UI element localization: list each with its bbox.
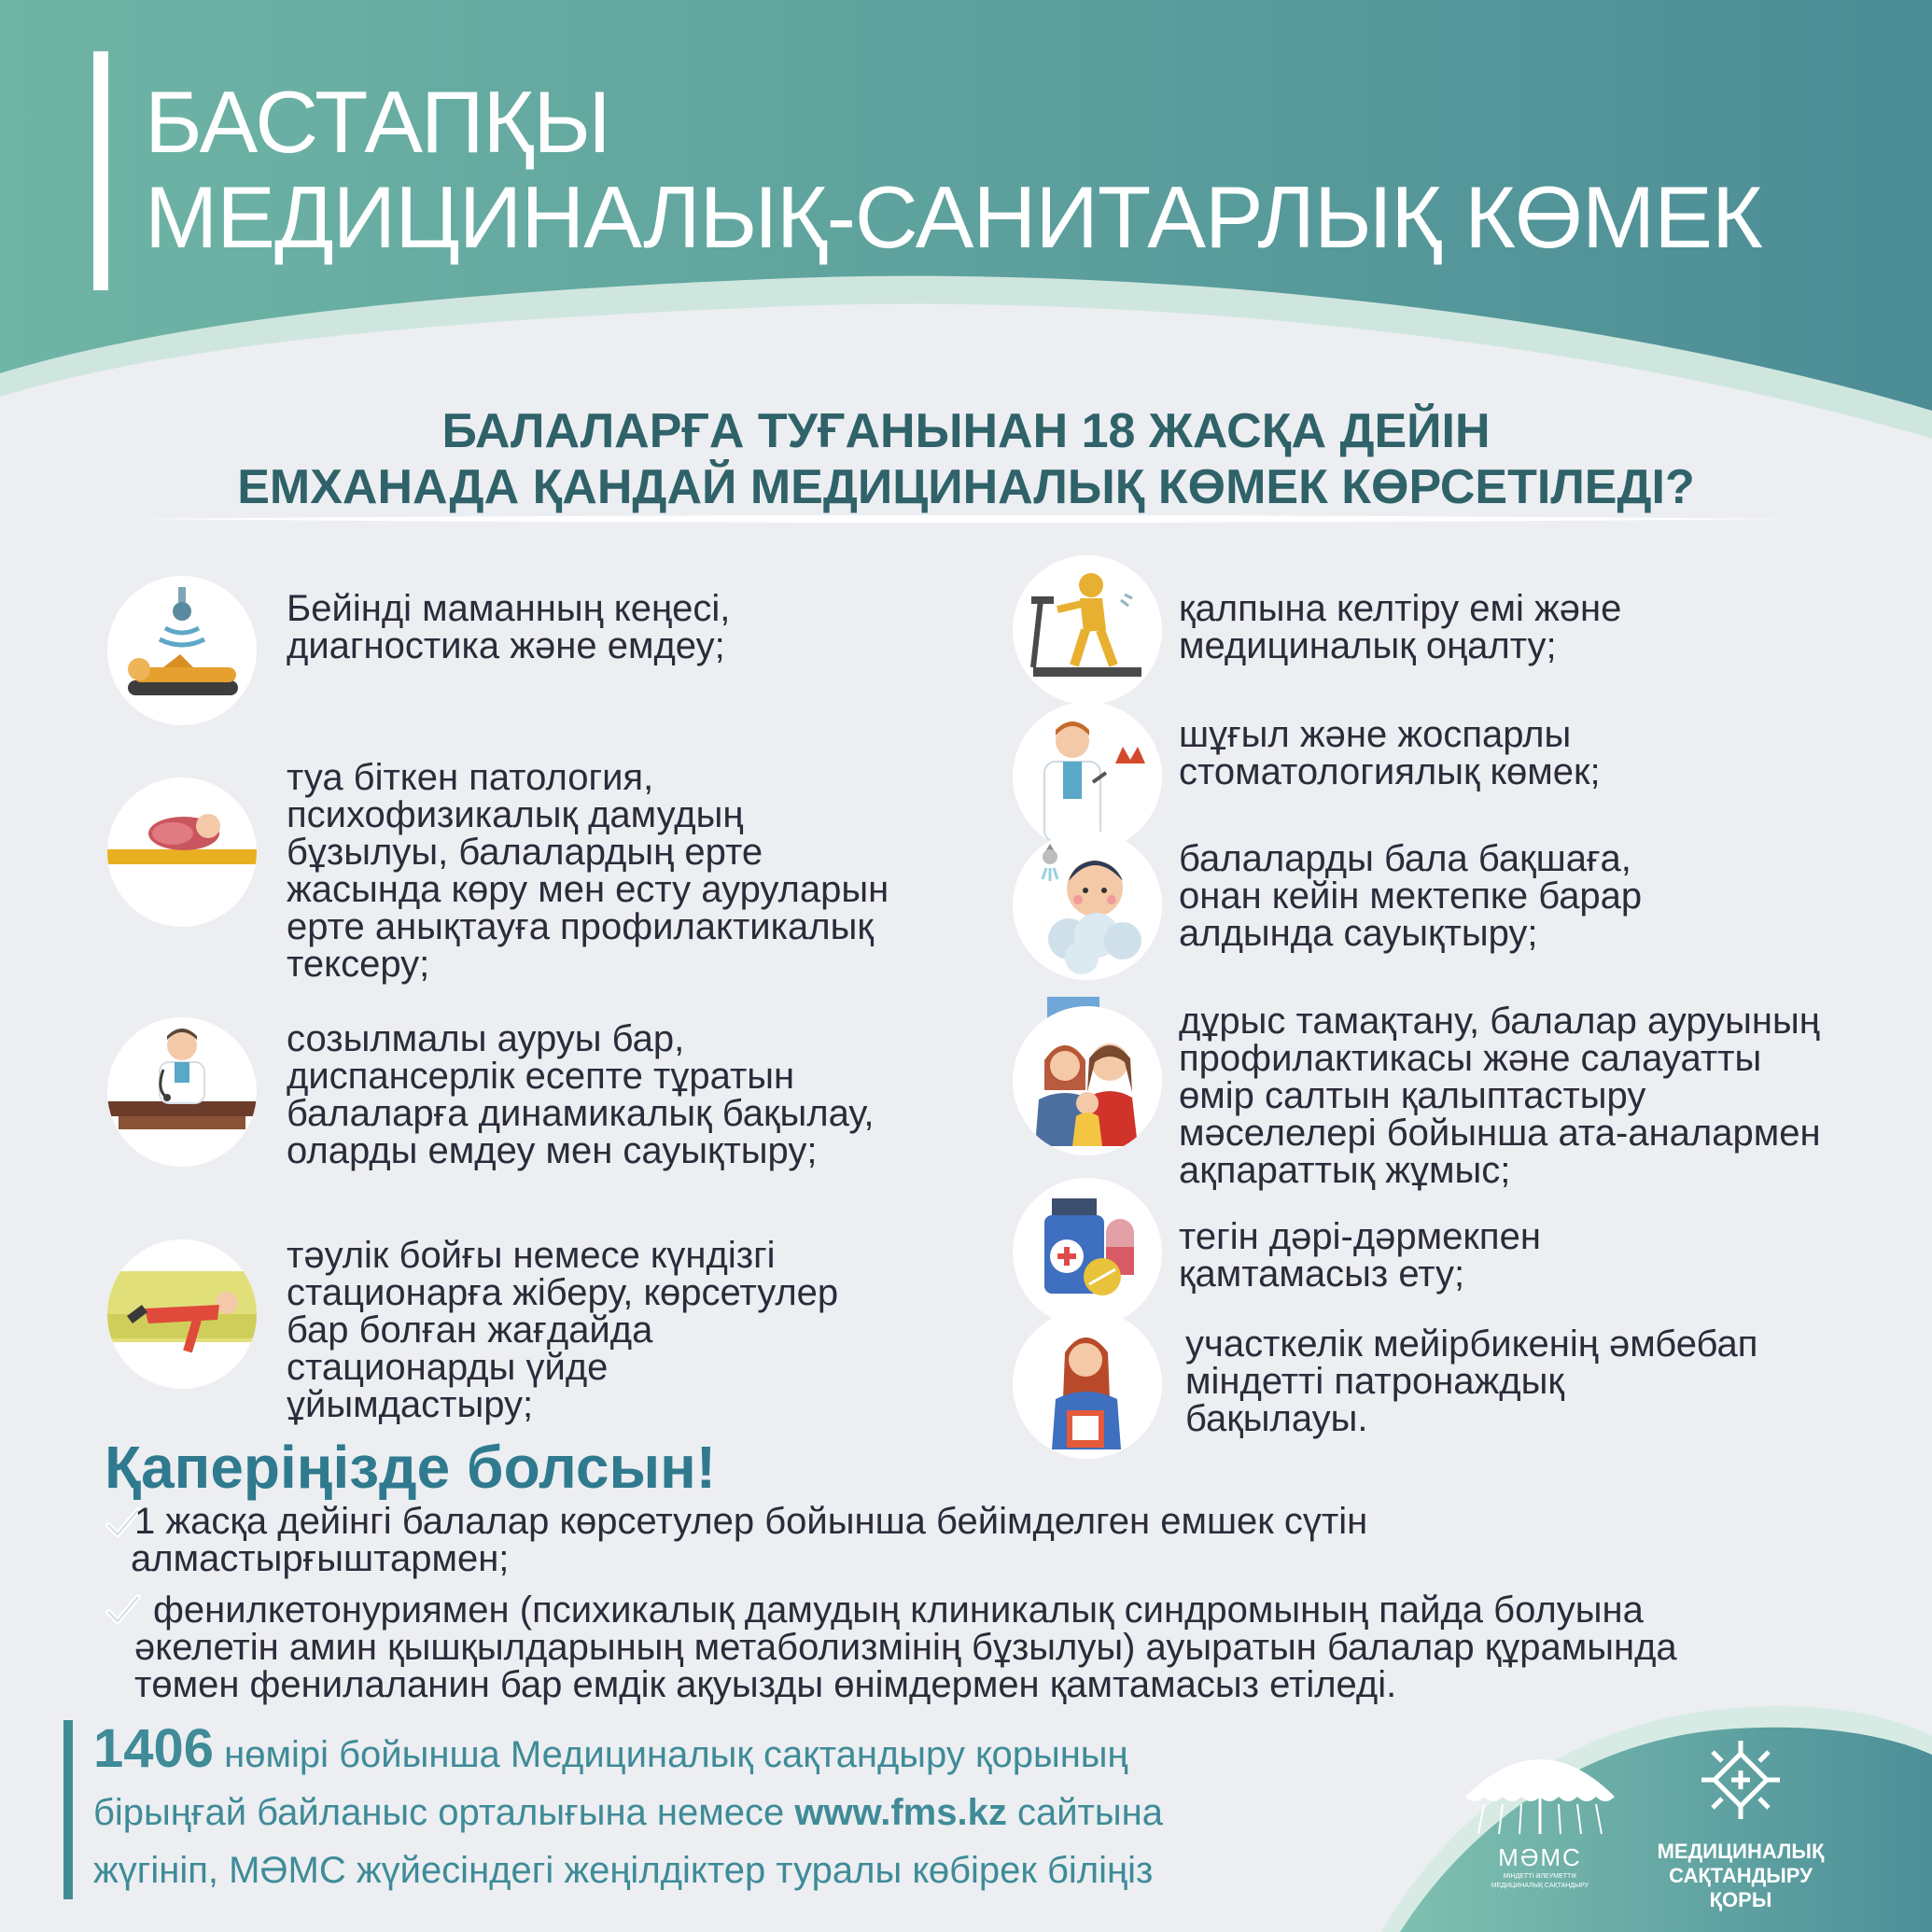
service-item-7 bbox=[1179, 840, 1642, 952]
medicine-icon bbox=[1013, 1178, 1162, 1327]
service-item-8 bbox=[1179, 1002, 1821, 1189]
note-item-1 bbox=[131, 1501, 1368, 1579]
note-item-1-line-2: алмастырғыштармен; bbox=[131, 1538, 510, 1579]
examination-icon bbox=[107, 777, 257, 927]
fund-emblem-icon bbox=[1643, 1731, 1839, 1834]
service-item-1-line-1: Бейінді маманның кеңесі, bbox=[287, 588, 731, 629]
fund-logo-line-3: ҚОРЫ bbox=[1709, 1888, 1772, 1911]
title-line-2: МЕДИЦИНАЛЫҚ-САНИТАРЛЫҚ КӨМЕК bbox=[145, 168, 1762, 266]
mams-logo-sub-1: МІНДЕТТІ ӘЛЕУМЕТТІК bbox=[1503, 1873, 1577, 1880]
service-item-7-line-2: онан кейін мектепке барар bbox=[1179, 875, 1643, 917]
service-item-9-line-1: тегін дәрі-дәрмекпен bbox=[1179, 1216, 1541, 1257]
footer-line-2-start: бірыңғай байланыс орталығына немесе bbox=[93, 1792, 795, 1833]
service-item-3-line-3: балаларға динамикалық бақылау, bbox=[287, 1093, 875, 1134]
service-item-2-line-3: бұзылуы, балалардың ерте bbox=[287, 832, 763, 873]
treadmill-icon bbox=[1013, 555, 1162, 705]
fund-logo bbox=[1643, 1731, 1839, 1918]
service-item-3-line-2: диспансерлік есепте тұратын bbox=[287, 1056, 795, 1097]
service-item-2-line-4: жасында көру мен есту ауруларын bbox=[287, 869, 889, 910]
service-item-10-line-1: участкелік мейірбикенің әмбебап bbox=[1185, 1323, 1758, 1365]
service-item-5 bbox=[1179, 590, 1621, 665]
website-link[interactable]: www.fms.kz bbox=[794, 1792, 1007, 1833]
section-heading bbox=[112, 403, 1820, 515]
service-item-4-line-5: ұйымдастыру; bbox=[287, 1384, 534, 1425]
hotline-number: 1406 bbox=[93, 1718, 215, 1779]
footer-line-1: нөмірі бойынша Медициналық сақтандыру қорының bbox=[214, 1734, 1128, 1775]
service-item-4 bbox=[287, 1237, 838, 1423]
section-heading-line-1: БАЛАЛАРҒА ТУҒАНЫНАН 18 ЖАСҚА ДЕЙІН bbox=[441, 404, 1491, 458]
service-item-3-line-1: созылмалы ауруы бар, bbox=[287, 1018, 685, 1059]
service-item-5-line-2: медициналық оңалту; bbox=[1179, 625, 1557, 666]
doctor-icon bbox=[107, 1017, 257, 1167]
service-item-9-line-2: қамтамасыз ету; bbox=[1179, 1253, 1465, 1295]
hospital-bed-icon bbox=[107, 1239, 257, 1389]
service-item-9 bbox=[1179, 1218, 1541, 1293]
footer-line-3: жүгініп, МӘМС жүйесіндегі жеңілдіктер туралы көбірек біліңіз bbox=[93, 1850, 1154, 1891]
service-item-5-line-1: қалпына келтіру емі және bbox=[1179, 588, 1622, 629]
fund-logo-line-2: САҚТАНДЫРУ bbox=[1669, 1864, 1813, 1887]
title-accent-bar bbox=[93, 51, 108, 290]
mams-logo-name: МӘМС bbox=[1498, 1843, 1582, 1871]
service-item-8-line-5: ақпараттық жұмыс; bbox=[1179, 1150, 1511, 1191]
fund-logo-line-1: МЕДИЦИНАЛЫҚ bbox=[1657, 1840, 1825, 1863]
note-item-2 bbox=[134, 1591, 1677, 1703]
child-bath-icon bbox=[1013, 831, 1162, 980]
service-item-7-line-3: алдында сауықтыру; bbox=[1179, 913, 1538, 954]
umbrella-icon bbox=[1456, 1731, 1624, 1843]
service-item-8-line-3: өмір салтын қалыптастыру bbox=[1179, 1075, 1646, 1116]
title-line-1: БАСТАПҚЫ bbox=[145, 73, 610, 171]
service-item-10 bbox=[1185, 1325, 1757, 1437]
service-item-2-line-1: туа біткен патология, bbox=[287, 757, 654, 798]
service-item-6 bbox=[1179, 716, 1601, 791]
service-item-4-line-1: тәулік бойғы немесе күндізгі bbox=[287, 1235, 776, 1276]
service-item-7-line-1: балаларды бала бақшаға, bbox=[1179, 838, 1631, 879]
page-title bbox=[145, 75, 1762, 265]
footer-accent-bar bbox=[63, 1720, 73, 1899]
service-item-4-line-3: бар болған жағдайда bbox=[287, 1309, 653, 1351]
service-item-1 bbox=[287, 590, 730, 665]
service-item-3 bbox=[287, 1020, 875, 1169]
section-heading-line-2: ЕМХАНАДА ҚАНДАЙ МЕДИЦИНАЛЫҚ КӨМЕК КӨРСЕТІЛЕДІ? bbox=[237, 460, 1695, 514]
service-item-2 bbox=[287, 759, 889, 983]
family-icon bbox=[1013, 1006, 1162, 1155]
service-item-10-line-2: міндетті патронаждық bbox=[1185, 1361, 1564, 1402]
note-heading: Қаперіңізде болсын! bbox=[105, 1434, 717, 1501]
mams-logo-sub-2: МЕДИЦИНАЛЫҚ САҚТАНДЫРУ bbox=[1491, 1883, 1589, 1889]
service-item-6-line-2: стоматологиялық көмек; bbox=[1179, 751, 1601, 792]
service-item-2-line-6: тексеру; bbox=[287, 944, 430, 985]
service-item-1-line-2: диагностика және емдеу; bbox=[287, 625, 725, 666]
service-item-8-line-1: дұрыс тамақтану, балалар ауруының bbox=[1179, 1001, 1820, 1042]
service-item-2-line-5: ерте анықтауға профилактикалық bbox=[287, 906, 874, 947]
footer-line-2-end: сайтына bbox=[1006, 1792, 1163, 1833]
service-item-8-line-2: профилактикасы және салауатты bbox=[1179, 1038, 1762, 1079]
note-item-2-line-3: төмен фенилаланин бар емдік ақуызды өнімдермен қамтамасыз етіледі. bbox=[134, 1664, 1397, 1705]
dentist-icon bbox=[1013, 702, 1162, 851]
ultrasound-icon bbox=[107, 576, 257, 725]
service-item-4-line-4: стационарды үйде bbox=[287, 1347, 609, 1388]
service-item-2-line-2: психофизикалық дамудың bbox=[287, 794, 744, 835]
service-item-4-line-2: стационарға жіберу, көрсетулер bbox=[287, 1272, 839, 1313]
nurse-icon bbox=[1013, 1309, 1162, 1459]
service-item-3-line-4: оларды емдеу мен сауықтыру; bbox=[287, 1130, 818, 1171]
footer-contact bbox=[93, 1720, 1163, 1899]
mams-logo bbox=[1456, 1731, 1624, 1899]
service-item-8-line-4: мәселелері бойынша ата-аналармен bbox=[1179, 1113, 1821, 1154]
service-item-10-line-3: бақылауы. bbox=[1185, 1398, 1368, 1439]
note-item-1-line-1: 1 жасқа дейінгі балалар көрсетулер бойынша бейімделген емшек сүтін bbox=[134, 1501, 1368, 1542]
note-item-2-line-1: фенилкетонуриямен (психикалық дамудың клиникалық синдромының пайда болуына bbox=[153, 1589, 1644, 1631]
note-item-2-line-2: әкелетін амин қышқылдарының метаболизмінің бұзылуы) ауыратын балалар құрамында bbox=[134, 1627, 1677, 1668]
heading-underline bbox=[140, 515, 1792, 523]
service-item-6-line-1: шұғыл және жоспарлы bbox=[1179, 714, 1572, 755]
